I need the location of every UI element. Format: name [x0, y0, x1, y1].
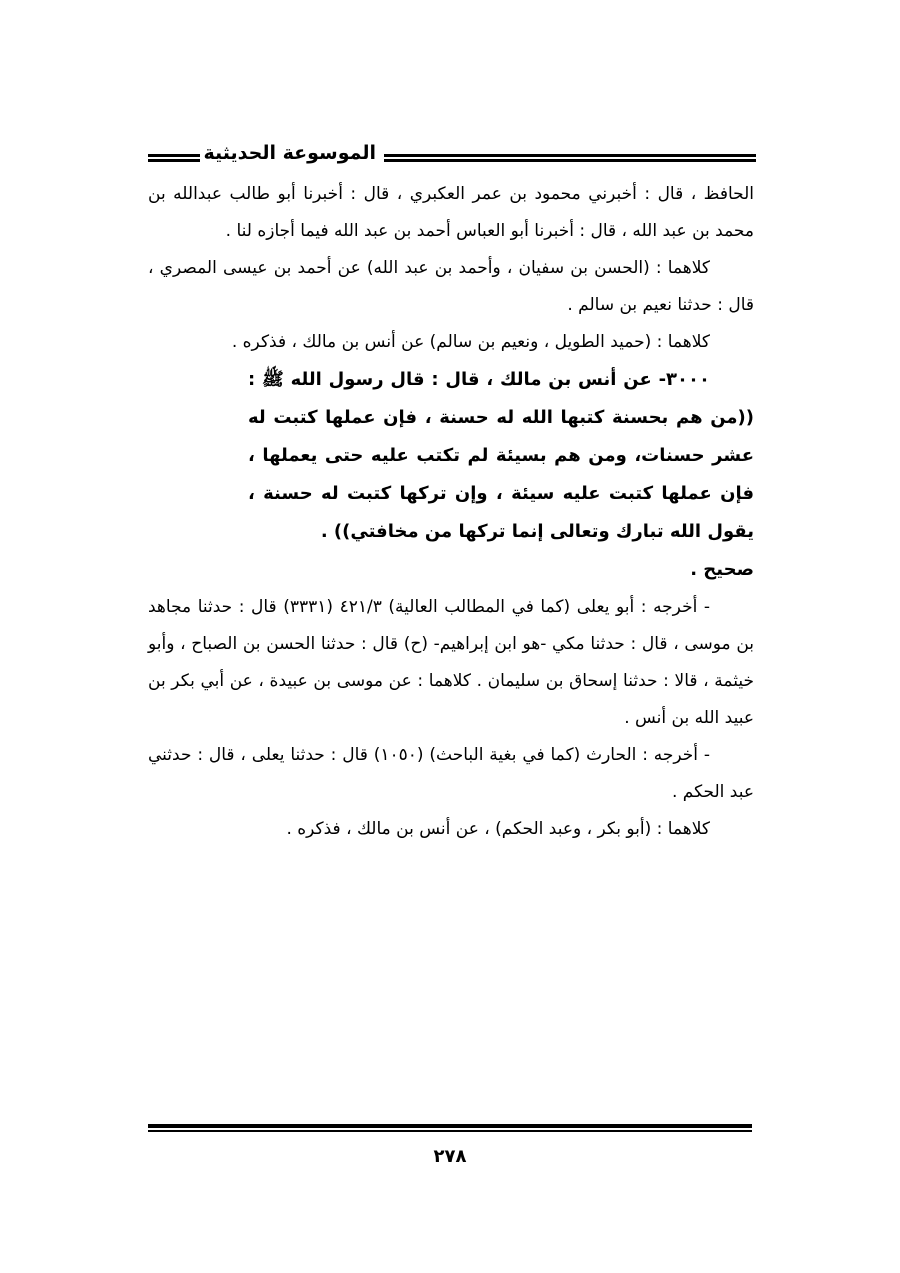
paragraph-both-from-anas-final: كلاهما : (أبو بكر ، وعبد الحكم) ، عن أنس بن مالك ، فذكره .	[286, 819, 710, 839]
footer-rule	[148, 1124, 752, 1132]
takhrij-harith: - أخرجه : الحارث (كما في بغية الباحث) (١٠٥٠) قال : حدثنا يعلى ، قال : حدثني عبد الحكم .	[148, 745, 754, 802]
paragraph-both-from-anas: كلاهما : (حميد الطويل ، ونعيم بن سالم) عن أنس بن مالك ، فذكره .	[231, 332, 710, 352]
hadith-grade: صحيح .	[690, 559, 754, 580]
header-rule-right	[384, 154, 756, 162]
paragraph-chain-continuation: الحافظ ، قال : أخبرني محمود بن عمر العكبري ، قال : أخبرنا أبو طالب عبدالله بن محمد بن عبد الله ، قال : أخبرنا أبو العباس أحمد بن عبد الله فيما أجازه لنا .	[148, 184, 754, 241]
paragraph-both-from-ahmad: كلاهما : (الحسن بن سفيان ، وأحمد بن عبد الله) عن أحمد بن عيسى المصري ، قال : حدثنا نعيم بن سالم .	[148, 258, 754, 315]
page-number: ٢٧٨	[433, 1146, 467, 1167]
hadith-text: ٣٠٠٠- عن أنس بن مالك ، قال : قال رسول الله ﷺ : ((من هم بحسنة كتبها الله له حسنة ، فإن عملها كتبت له عشر حسنات، ومن هم بسيئة لم تكتب عليه حتى يعملها ، فإن عملها كتبت عليه سيئة ، وإن تركها كتبت له حسنة ، يقول الله تبارك وتعالى إنما تركها من مخافتي)) .	[248, 369, 754, 542]
header-rule-left	[148, 154, 200, 162]
page-body	[148, 176, 754, 848]
running-title: الموسوعة الحديثية	[203, 142, 376, 164]
takhrij-abu-yala: - أخرجه : أبو يعلى (كما في المطالب العالية) ٤٢١/٣ (٣٣٣١) قال : حدثنا مجاهد بن موسى ، قال : حدثنا مكي -هو ابن إبراهيم- (ح) قال : حدثنا الحسن بن الصباح ، وأبو خيثمة ، قالا : حدثنا إسحاق بن سليمان . كلاهما : عن موسى بن عبيدة ، عن أبي بكر بن عبيد الله بن أنس .	[148, 597, 754, 728]
running-header	[148, 138, 756, 178]
